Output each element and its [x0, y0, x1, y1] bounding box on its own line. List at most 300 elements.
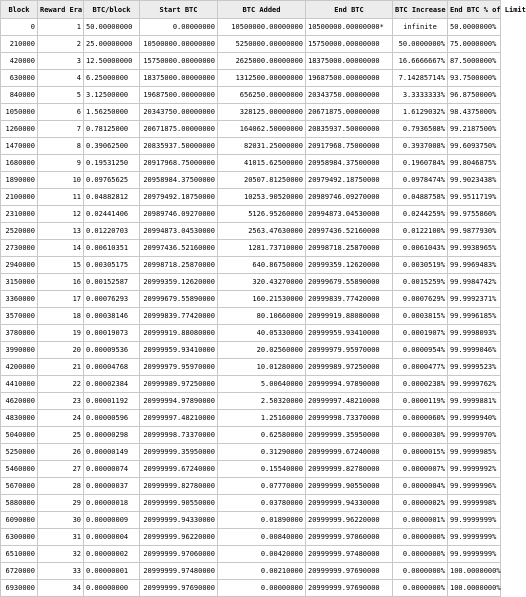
- block-cell: 3780000: [1, 325, 38, 342]
- btc-added-cell: 1281.73710000: [218, 240, 306, 257]
- btc-per-block-cell: 0.00000074: [84, 461, 140, 478]
- block-cell: 0: [1, 19, 38, 36]
- btc-added-cell: 20.02560000: [218, 342, 306, 359]
- btc-increase-cell: 50.0000000%: [393, 36, 448, 53]
- btc-increase-cell: 0.1960784%: [393, 155, 448, 172]
- end-btc-cell: 20999999.97060000: [306, 529, 393, 546]
- btc-per-block-cell: 0.00610351: [84, 240, 140, 257]
- table-row: [1, 70, 501, 87]
- btc-increase-cell: infinite: [393, 19, 448, 36]
- block-cell: 1050000: [1, 104, 38, 121]
- btc-increase-cell: 0.0244259%: [393, 206, 448, 223]
- btc-added-cell: 1312500.00000000: [218, 70, 306, 87]
- table-row: [1, 325, 501, 342]
- start-btc-cell: 20999679.55890000: [140, 291, 218, 308]
- end-btc-pct-cell: 100.0000000%: [448, 580, 501, 597]
- reward-era-cell: 5: [38, 87, 84, 104]
- end-btc-cell: 20999679.55890000: [306, 274, 393, 291]
- reward-era-cell: 18: [38, 308, 84, 325]
- btc-increase-cell: 3.3333333%: [393, 87, 448, 104]
- block-cell: 5880000: [1, 495, 38, 512]
- end-btc-pct-cell: 100.0000000%: [448, 563, 501, 580]
- end-btc-pct-cell: 98.4375000%: [448, 104, 501, 121]
- btc-increase-cell: 0.0015259%: [393, 274, 448, 291]
- reward-era-cell: 19: [38, 325, 84, 342]
- btc-per-block-cell: 0.04882812: [84, 189, 140, 206]
- end-btc-cell: 20999359.12620000: [306, 257, 393, 274]
- btc-increase-cell: 0.0030519%: [393, 257, 448, 274]
- column-header-btc-per-block[interactable]: BTC/block: [84, 1, 140, 19]
- block-cell: 1260000: [1, 121, 38, 138]
- end-btc-cell: 20999999.96220000: [306, 512, 393, 529]
- btc-per-block-cell: 3.12500000: [84, 87, 140, 104]
- column-header-reward-era[interactable]: Reward Era: [38, 1, 84, 19]
- table-row: [1, 478, 501, 495]
- end-btc-pct-cell: 99.9999523%: [448, 359, 501, 376]
- column-header-btc-added[interactable]: BTC Added: [218, 1, 306, 19]
- table-row: [1, 359, 501, 376]
- btc-added-cell: 10500000.00000000: [218, 19, 306, 36]
- start-btc-cell: 20999979.95970000: [140, 359, 218, 376]
- block-cell: 1890000: [1, 172, 38, 189]
- btc-per-block-cell: 0.00000004: [84, 529, 140, 546]
- btc-increase-cell: 0.0000119%: [393, 393, 448, 410]
- end-btc-pct-cell: 99.9755860%: [448, 206, 501, 223]
- block-cell: 2520000: [1, 223, 38, 240]
- end-btc-cell: 20343750.00000000: [306, 87, 393, 104]
- table-row: [1, 19, 501, 36]
- start-btc-cell: 20979492.18750000: [140, 189, 218, 206]
- reward-era-cell: 29: [38, 495, 84, 512]
- end-btc-pct-cell: 87.5000000%: [448, 53, 501, 70]
- table-row: [1, 155, 501, 172]
- block-cell: 2940000: [1, 257, 38, 274]
- reward-era-cell: 34: [38, 580, 84, 597]
- btc-per-block-cell: 12.50000000: [84, 53, 140, 70]
- btc-per-block-cell: 0.39062500: [84, 138, 140, 155]
- reward-era-cell: 9: [38, 155, 84, 172]
- block-cell: 2100000: [1, 189, 38, 206]
- btc-added-cell: 0.31290000: [218, 444, 306, 461]
- btc-per-block-cell: 0.00076293: [84, 291, 140, 308]
- end-btc-cell: 20998718.25870000: [306, 240, 393, 257]
- btc-per-block-cell: 6.25000000: [84, 70, 140, 87]
- end-btc-pct-cell: 99.6093750%: [448, 138, 501, 155]
- start-btc-cell: 20343750.00000000: [140, 104, 218, 121]
- btc-increase-cell: 0.0000000%: [393, 563, 448, 580]
- start-btc-cell: 20999999.82780000: [140, 478, 218, 495]
- end-btc-cell: 20999979.95970000: [306, 342, 393, 359]
- end-btc-cell: 20917968.75000000: [306, 138, 393, 155]
- block-cell: 2310000: [1, 206, 38, 223]
- end-btc-cell: 20999999.97690000: [306, 563, 393, 580]
- end-btc-cell: 20999999.97480000: [306, 546, 393, 563]
- end-btc-cell: 20999919.88080000: [306, 308, 393, 325]
- reward-era-cell: 22: [38, 376, 84, 393]
- end-btc-pct-cell: 99.9992371%: [448, 291, 501, 308]
- btc-added-cell: 5.00640000: [218, 376, 306, 393]
- btc-increase-cell: 0.0001907%: [393, 325, 448, 342]
- reward-era-cell: 2: [38, 36, 84, 53]
- column-header-end-btc[interactable]: End BTC: [306, 1, 393, 19]
- reward-era-cell: 28: [38, 478, 84, 495]
- block-cell: 4410000: [1, 376, 38, 393]
- end-btc-cell: 18375000.00000000: [306, 53, 393, 70]
- btc-added-cell: 2625000.00000000: [218, 53, 306, 70]
- block-cell: 3150000: [1, 274, 38, 291]
- end-btc-pct-cell: 99.9969483%: [448, 257, 501, 274]
- end-btc-cell: 20999997.48210000: [306, 393, 393, 410]
- table-row: [1, 410, 501, 427]
- btc-per-block-cell: 0.00000037: [84, 478, 140, 495]
- btc-added-cell: 320.43270000: [218, 274, 306, 291]
- btc-per-block-cell: 50.00000000: [84, 19, 140, 36]
- end-btc-pct-cell: 99.9996185%: [448, 308, 501, 325]
- btc-per-block-cell: 0.02441406: [84, 206, 140, 223]
- end-btc-cell: 19687500.00000000: [306, 70, 393, 87]
- end-btc-pct-cell: 99.9999046%: [448, 342, 501, 359]
- end-btc-pct-cell: 99.9999762%: [448, 376, 501, 393]
- btc-added-cell: 2563.47630000: [218, 223, 306, 240]
- btc-increase-cell: 0.3937008%: [393, 138, 448, 155]
- end-btc-cell: 20999989.97250000: [306, 359, 393, 376]
- table-row: [1, 121, 501, 138]
- start-btc-cell: 20999999.96220000: [140, 529, 218, 546]
- btc-added-cell: 10.01280000: [218, 359, 306, 376]
- block-cell: 4620000: [1, 393, 38, 410]
- btc-added-cell: 0.15540000: [218, 461, 306, 478]
- end-btc-cell: 20979492.18750000: [306, 172, 393, 189]
- table-row: [1, 274, 501, 291]
- btc-per-block-cell: 0.00305175: [84, 257, 140, 274]
- btc-per-block-cell: 0.09765625: [84, 172, 140, 189]
- block-cell: 630000: [1, 70, 38, 87]
- reward-era-cell: 15: [38, 257, 84, 274]
- table-row: [1, 461, 501, 478]
- btc-added-cell: 328125.00000000: [218, 104, 306, 121]
- btc-added-cell: 640.86750000: [218, 257, 306, 274]
- btc-added-cell: 2.50320000: [218, 393, 306, 410]
- btc-per-block-cell: 0.00152587: [84, 274, 140, 291]
- btc-per-block-cell: 0.78125000: [84, 121, 140, 138]
- btc-per-block-cell: 0.00000000: [84, 580, 140, 597]
- reward-era-cell: 16: [38, 274, 84, 291]
- end-btc-pct-cell: 99.9984742%: [448, 274, 501, 291]
- start-btc-cell: 19687500.00000000: [140, 87, 218, 104]
- table-row: [1, 546, 501, 563]
- btc-increase-cell: 16.6666667%: [393, 53, 448, 70]
- reward-era-cell: 30: [38, 512, 84, 529]
- reward-era-cell: 26: [38, 444, 84, 461]
- end-btc-pct-cell: 99.9999940%: [448, 410, 501, 427]
- table-row: [1, 138, 501, 155]
- btc-added-cell: 10253.90520000: [218, 189, 306, 206]
- start-btc-cell: 20999999.97480000: [140, 563, 218, 580]
- start-btc-cell: 15750000.00000000: [140, 53, 218, 70]
- start-btc-cell: 20999994.97890000: [140, 393, 218, 410]
- start-btc-cell: 20999959.93410000: [140, 342, 218, 359]
- table-row: [1, 87, 501, 104]
- reward-era-cell: 27: [38, 461, 84, 478]
- start-btc-cell: 20999359.12620000: [140, 274, 218, 291]
- btc-added-cell: 656250.00000000: [218, 87, 306, 104]
- column-header-start-btc[interactable]: Start BTC: [140, 1, 218, 19]
- reward-era-cell: 10: [38, 172, 84, 189]
- block-cell: 420000: [1, 53, 38, 70]
- btc-added-cell: 41015.62500000: [218, 155, 306, 172]
- btc-per-block-cell: 0.01220703: [84, 223, 140, 240]
- reward-era-cell: 6: [38, 104, 84, 121]
- btc-increase-cell: 1.6129032%: [393, 104, 448, 121]
- btc-added-cell: 82031.25000000: [218, 138, 306, 155]
- btc-per-block-cell: 0.00038146: [84, 308, 140, 325]
- btc-increase-cell: 0.0007629%: [393, 291, 448, 308]
- start-btc-cell: 20999999.67240000: [140, 461, 218, 478]
- start-btc-cell: 20999999.94330000: [140, 512, 218, 529]
- table-row: [1, 257, 501, 274]
- start-btc-cell: 20999999.90550000: [140, 495, 218, 512]
- btc-added-cell: 0.01890000: [218, 512, 306, 529]
- start-btc-cell: 20999989.97250000: [140, 376, 218, 393]
- btc-added-cell: 0.00210000: [218, 563, 306, 580]
- btc-added-cell: 1.25160000: [218, 410, 306, 427]
- end-btc-pct-cell: 99.9998093%: [448, 325, 501, 342]
- table-row: [1, 36, 501, 53]
- end-btc-pct-cell: 99.9999881%: [448, 393, 501, 410]
- end-btc-pct-cell: 99.9999985%: [448, 444, 501, 461]
- reward-era-cell: 25: [38, 427, 84, 444]
- start-btc-cell: 20999997.48210000: [140, 410, 218, 427]
- btc-increase-cell: 0.0000030%: [393, 427, 448, 444]
- btc-increase-cell: 0.0000015%: [393, 444, 448, 461]
- column-header-end-btc-pct[interactable]: End BTC % of Limit: [448, 1, 501, 19]
- btc-increase-cell: 0.0000000%: [393, 529, 448, 546]
- block-cell: 3360000: [1, 291, 38, 308]
- end-btc-cell: 20999839.77420000: [306, 291, 393, 308]
- end-btc-pct-cell: 99.8046875%: [448, 155, 501, 172]
- btc-increase-cell: 0.0000000%: [393, 546, 448, 563]
- btc-increase-cell: 0.0000004%: [393, 478, 448, 495]
- block-cell: 5250000: [1, 444, 38, 461]
- table-row: [1, 104, 501, 121]
- btc-increase-cell: 7.14285714%: [393, 70, 448, 87]
- block-cell: 6090000: [1, 512, 38, 529]
- block-cell: 5040000: [1, 427, 38, 444]
- reward-era-cell: 8: [38, 138, 84, 155]
- column-header-block[interactable]: Block: [1, 1, 38, 19]
- end-btc-pct-cell: 99.9023438%: [448, 172, 501, 189]
- btc-per-block-cell: 0.00000002: [84, 546, 140, 563]
- start-btc-cell: 20997436.52160000: [140, 240, 218, 257]
- end-btc-cell: 20997436.52160000: [306, 223, 393, 240]
- start-btc-cell: 20917968.75000000: [140, 155, 218, 172]
- table-row: [1, 223, 501, 240]
- btc-per-block-cell: 0.19531250: [84, 155, 140, 172]
- btc-per-block-cell: 0.00000001: [84, 563, 140, 580]
- column-header-btc-increase[interactable]: BTC Increase: [393, 1, 448, 19]
- btc-per-block-cell: 25.00000000: [84, 36, 140, 53]
- btc-added-cell: 0.07770000: [218, 478, 306, 495]
- btc-added-cell: 0.62580000: [218, 427, 306, 444]
- btc-increase-cell: 0.0000954%: [393, 342, 448, 359]
- table-row: [1, 308, 501, 325]
- btc-added-cell: 0.00840000: [218, 529, 306, 546]
- btc-added-cell: 40.05330000: [218, 325, 306, 342]
- end-btc-cell: 10500000.00000000*: [306, 19, 393, 36]
- end-btc-pct-cell: 99.9999970%: [448, 427, 501, 444]
- btc-increase-cell: 0.0000000%: [393, 580, 448, 597]
- btc-increase-cell: 0.0000002%: [393, 495, 448, 512]
- start-btc-cell: 20989746.09270000: [140, 206, 218, 223]
- end-btc-cell: 20999999.90550000: [306, 478, 393, 495]
- start-btc-cell: 20999998.73370000: [140, 427, 218, 444]
- table-row: [1, 342, 501, 359]
- reward-era-cell: 7: [38, 121, 84, 138]
- table-row: [1, 393, 501, 410]
- block-cell: 1680000: [1, 155, 38, 172]
- start-btc-cell: 20999839.77420000: [140, 308, 218, 325]
- start-btc-cell: 20998718.25870000: [140, 257, 218, 274]
- btc-per-block-cell: 0.00002384: [84, 376, 140, 393]
- block-cell: 6720000: [1, 563, 38, 580]
- block-cell: 6930000: [1, 580, 38, 597]
- block-cell: 5670000: [1, 478, 38, 495]
- end-btc-cell: 20999999.67240000: [306, 444, 393, 461]
- end-btc-cell: 20835937.50000000: [306, 121, 393, 138]
- table-row: [1, 376, 501, 393]
- btc-increase-cell: 0.7936508%: [393, 121, 448, 138]
- reward-era-cell: 24: [38, 410, 84, 427]
- table-row: [1, 240, 501, 257]
- btc-per-block-cell: 0.00000018: [84, 495, 140, 512]
- table-row: [1, 512, 501, 529]
- btc-increase-cell: 0.0000007%: [393, 461, 448, 478]
- btc-per-block-cell: 0.00004768: [84, 359, 140, 376]
- table-row: [1, 172, 501, 189]
- reward-era-cell: 32: [38, 546, 84, 563]
- end-btc-cell: 15750000.00000000: [306, 36, 393, 53]
- header-row: [1, 1, 501, 19]
- end-btc-pct-cell: 99.9999998%: [448, 495, 501, 512]
- start-btc-cell: 20671875.00000000: [140, 121, 218, 138]
- end-btc-cell: 20999999.94330000: [306, 495, 393, 512]
- btc-increase-cell: 0.0978474%: [393, 172, 448, 189]
- reward-era-cell: 13: [38, 223, 84, 240]
- reward-era-cell: 20: [38, 342, 84, 359]
- btc-increase-cell: 0.0488758%: [393, 189, 448, 206]
- end-btc-cell: 20999998.73370000: [306, 410, 393, 427]
- end-btc-cell: 20999999.35950000: [306, 427, 393, 444]
- end-btc-pct-cell: 96.8750000%: [448, 87, 501, 104]
- reward-era-cell: 1: [38, 19, 84, 36]
- table-row: [1, 495, 501, 512]
- btc-increase-cell: 0.0122100%: [393, 223, 448, 240]
- start-btc-cell: 18375000.00000000: [140, 70, 218, 87]
- block-cell: 1470000: [1, 138, 38, 155]
- table-row: [1, 580, 501, 597]
- btc-per-block-cell: 0.00001192: [84, 393, 140, 410]
- start-btc-cell: 20994873.04530000: [140, 223, 218, 240]
- start-btc-cell: 20958984.37500000: [140, 172, 218, 189]
- btc-per-block-cell: 0.00000596: [84, 410, 140, 427]
- reward-era-cell: 31: [38, 529, 84, 546]
- reward-era-cell: 3: [38, 53, 84, 70]
- table-row: [1, 189, 501, 206]
- end-btc-pct-cell: 99.9511719%: [448, 189, 501, 206]
- btc-added-cell: 5126.95260000: [218, 206, 306, 223]
- reward-era-cell: 14: [38, 240, 84, 257]
- table-row: [1, 291, 501, 308]
- end-btc-pct-cell: 75.0000000%: [448, 36, 501, 53]
- table-row: [1, 53, 501, 70]
- end-btc-pct-cell: 93.7500000%: [448, 70, 501, 87]
- btc-per-block-cell: 1.56250000: [84, 104, 140, 121]
- end-btc-pct-cell: 99.2187500%: [448, 121, 501, 138]
- btc-per-block-cell: 0.00019073: [84, 325, 140, 342]
- reward-era-cell: 33: [38, 563, 84, 580]
- start-btc-cell: 20835937.50000000: [140, 138, 218, 155]
- block-cell: 5460000: [1, 461, 38, 478]
- end-btc-pct-cell: 99.9999999%: [448, 529, 501, 546]
- table-row: [1, 563, 501, 580]
- end-btc-cell: 20999994.97890000: [306, 376, 393, 393]
- reward-era-cell: 12: [38, 206, 84, 223]
- btc-per-block-cell: 0.00000009: [84, 512, 140, 529]
- block-cell: 210000: [1, 36, 38, 53]
- block-cell: 3570000: [1, 308, 38, 325]
- btc-added-cell: 160.21530000: [218, 291, 306, 308]
- reward-era-cell: 17: [38, 291, 84, 308]
- block-cell: 6510000: [1, 546, 38, 563]
- table-row: [1, 444, 501, 461]
- block-cell: 2730000: [1, 240, 38, 257]
- end-btc-cell: 20671875.00000000: [306, 104, 393, 121]
- btc-added-cell: 20507.81250000: [218, 172, 306, 189]
- start-btc-cell: 20999999.97060000: [140, 546, 218, 563]
- end-btc-pct-cell: 99.9877930%: [448, 223, 501, 240]
- btc-added-cell: 0.00000000: [218, 580, 306, 597]
- btc-per-block-cell: 0.00000149: [84, 444, 140, 461]
- table-row: [1, 206, 501, 223]
- start-btc-cell: 0.00000000: [140, 19, 218, 36]
- btc-added-cell: 0.00420000: [218, 546, 306, 563]
- block-cell: 4830000: [1, 410, 38, 427]
- start-btc-cell: 20999919.88080000: [140, 325, 218, 342]
- end-btc-cell: 20989746.09270000: [306, 189, 393, 206]
- block-cell: 840000: [1, 87, 38, 104]
- end-btc-pct-cell: 99.9999999%: [448, 512, 501, 529]
- start-btc-cell: 20999999.35950000: [140, 444, 218, 461]
- btc-increase-cell: 0.0003815%: [393, 308, 448, 325]
- btc-increase-cell: 0.0000477%: [393, 359, 448, 376]
- btc-added-cell: 0.03780000: [218, 495, 306, 512]
- table-row: [1, 427, 501, 444]
- btc-added-cell: 164062.50000000: [218, 121, 306, 138]
- btc-per-block-cell: 0.00009536: [84, 342, 140, 359]
- end-btc-pct-cell: 99.9999996%: [448, 478, 501, 495]
- end-btc-cell: 20999959.93410000: [306, 325, 393, 342]
- btc-increase-cell: 0.0000238%: [393, 376, 448, 393]
- end-btc-cell: 20958984.37500000: [306, 155, 393, 172]
- end-btc-cell: 20999999.82780000: [306, 461, 393, 478]
- btc-added-cell: 80.10660000: [218, 308, 306, 325]
- end-btc-pct-cell: 99.9938965%: [448, 240, 501, 257]
- block-cell: 6300000: [1, 529, 38, 546]
- start-btc-cell: 20999999.97690000: [140, 580, 218, 597]
- reward-era-cell: 11: [38, 189, 84, 206]
- start-btc-cell: 10500000.00000000: [140, 36, 218, 53]
- end-btc-cell: 20994873.04530000: [306, 206, 393, 223]
